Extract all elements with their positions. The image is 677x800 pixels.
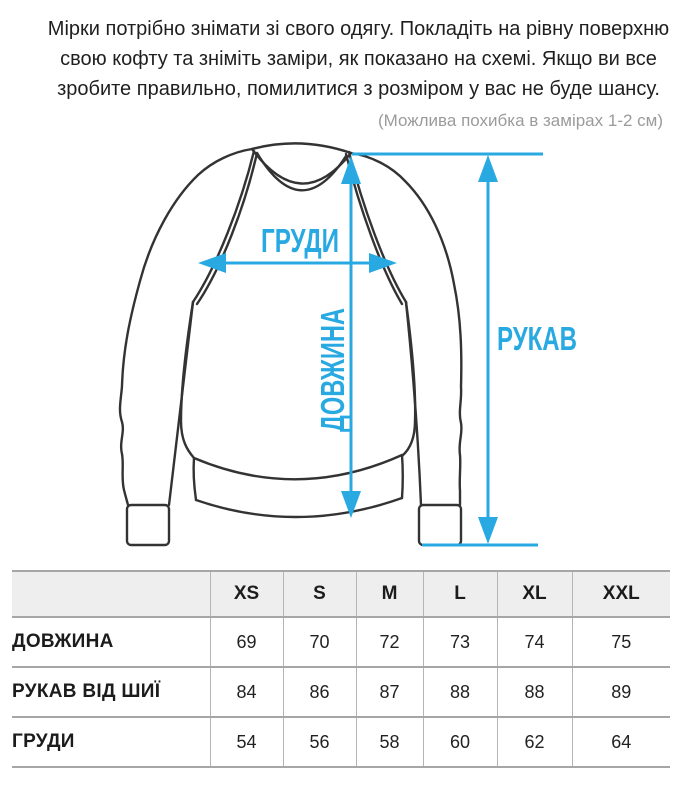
size-value-cell: 74 (497, 617, 572, 667)
intro-line: свою кофту та зніміть заміри, як показано на схемі. Якщо ви все (60, 48, 657, 70)
right-cuff (419, 505, 461, 545)
intro-line: зробите правильно, помилитися з розміром у вас не буде шансу. (57, 78, 660, 100)
length-label: ДОВЖИНА (314, 259, 351, 432)
table-row (12, 617, 670, 667)
size-value-cell: 84 (210, 667, 283, 717)
intro-paragraph (44, 14, 673, 104)
sleeve-label: РУКАВ (497, 320, 577, 357)
chest-label: ГРУДИ (261, 222, 339, 259)
collar-outer-line (252, 143, 351, 153)
waistband-bottom (196, 498, 402, 517)
sweatshirt-outline (120, 143, 462, 545)
intro-line: Мірки потрібно знімати зі свого одягу. Покладіть на рівну поверхню (47, 18, 670, 40)
size-value-cell: 88 (497, 667, 572, 717)
sleeve-arrowhead-down (478, 517, 498, 544)
left-cuff (127, 505, 169, 545)
size-value-cell: 60 (423, 717, 497, 767)
size-column-header: XS (210, 571, 283, 617)
left-body-side (181, 302, 194, 458)
right-sleeve-inner (406, 302, 421, 505)
size-column-header: XXL (572, 571, 670, 617)
size-table-header-row (12, 571, 670, 617)
size-value-cell: 87 (356, 667, 423, 717)
size-table (12, 570, 670, 768)
table-row (12, 667, 670, 717)
waistband-right (402, 455, 403, 498)
size-value-cell: 72 (356, 617, 423, 667)
left-sleeve-outer (120, 149, 252, 505)
size-value-cell: 69 (210, 617, 283, 667)
size-value-cell: 58 (356, 717, 423, 767)
left-raglan-seam (193, 151, 254, 302)
corner-cell (12, 571, 210, 617)
size-value-cell: 89 (572, 667, 670, 717)
size-value-cell: 88 (423, 667, 497, 717)
size-value-cell: 56 (283, 717, 356, 767)
waistband-left (194, 458, 196, 500)
size-value-cell: 70 (283, 617, 356, 667)
right-body-side (402, 302, 415, 456)
size-value-cell: 62 (497, 717, 572, 767)
tolerance-note: (Можлива похибка в замірах 1-2 см) (377, 111, 663, 130)
size-column-header: XL (497, 571, 572, 617)
size-column-header: L (423, 571, 497, 617)
size-value-cell: 86 (283, 667, 356, 717)
measurement-row-label: РУКАВ ВІД ШИЇ (12, 667, 210, 717)
table-row (12, 717, 670, 767)
measurement-diagram (0, 138, 677, 558)
measurement-row-label: ГРУДИ (12, 717, 210, 767)
size-column-header: S (283, 571, 356, 617)
size-column-header: M (356, 571, 423, 617)
measurement-marks (198, 154, 577, 545)
size-value-cell: 64 (572, 717, 670, 767)
size-value-cell: 73 (423, 617, 497, 667)
sleeve-arrowhead-up (478, 155, 498, 182)
measurement-row-label: ДОВЖИНА (12, 617, 210, 667)
waistband-top (194, 455, 402, 479)
size-value-cell: 54 (210, 717, 283, 767)
size-value-cell: 75 (572, 617, 670, 667)
